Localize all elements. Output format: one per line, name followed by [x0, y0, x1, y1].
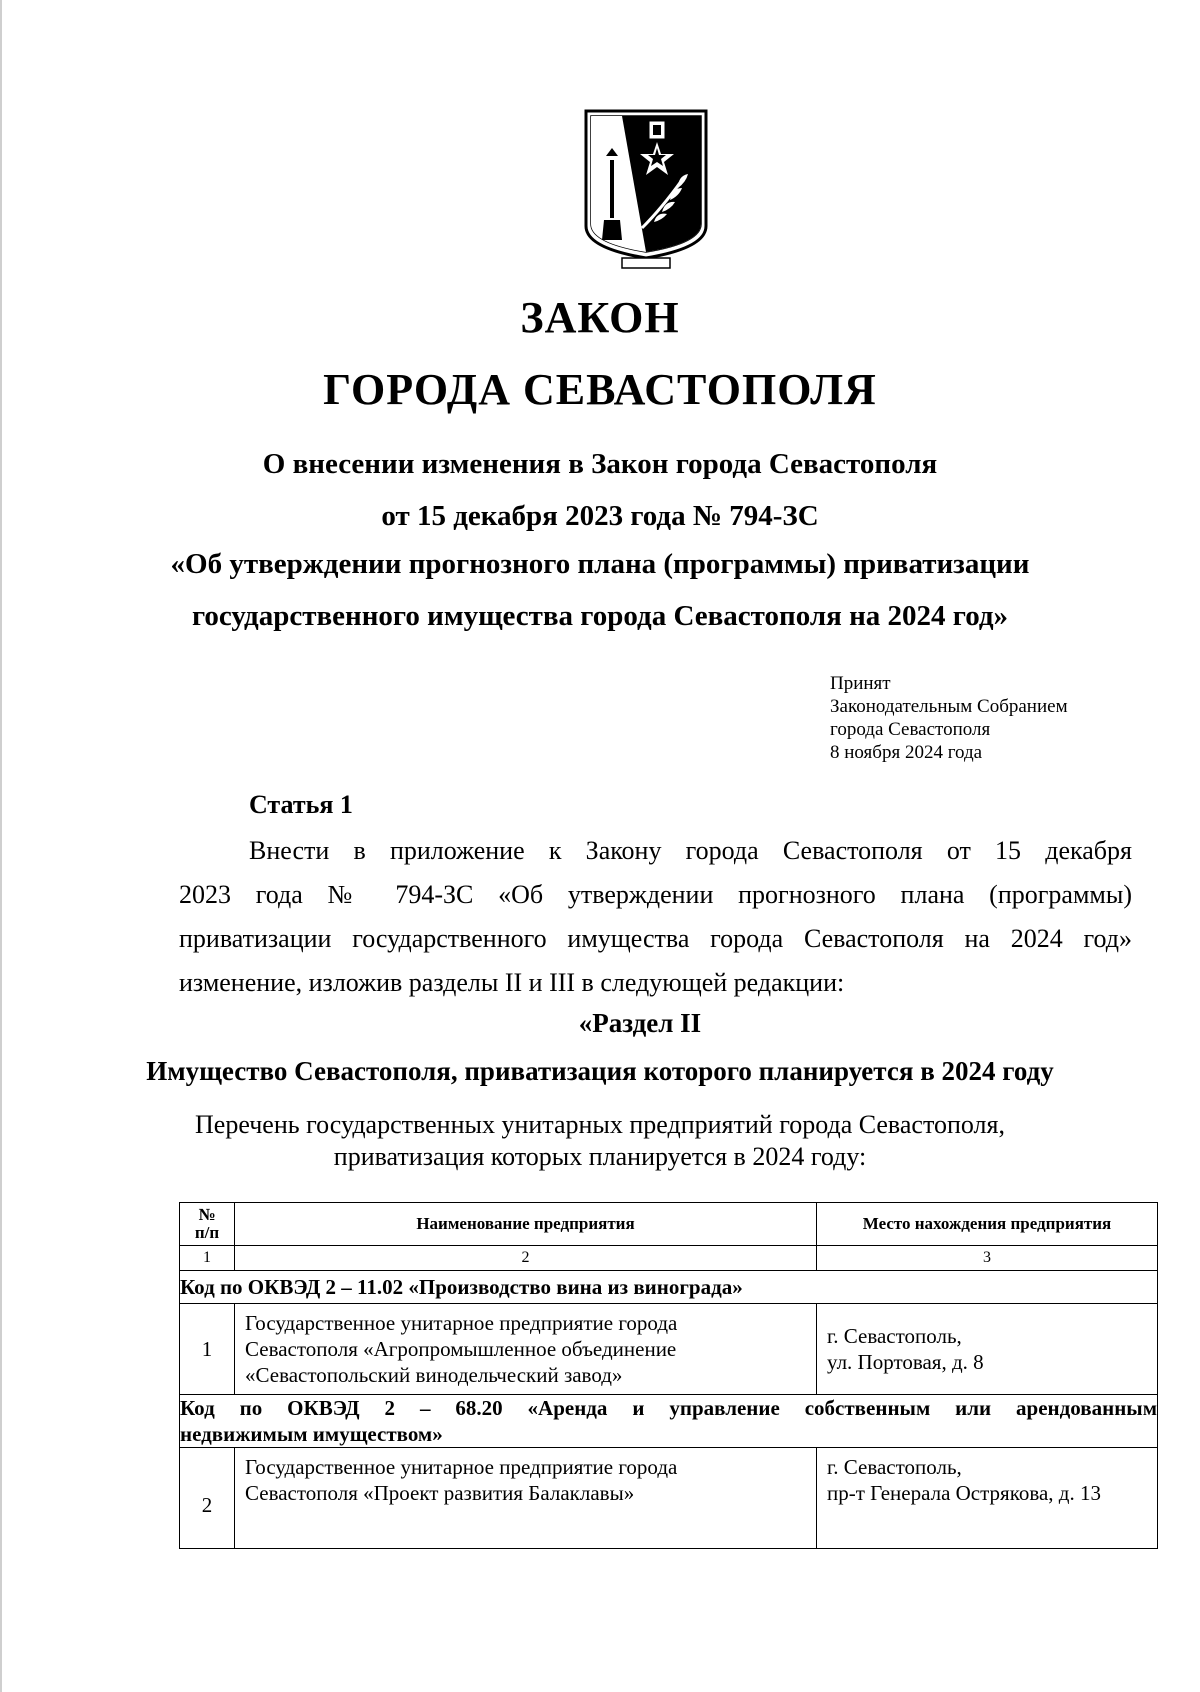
index-cell: 3: [817, 1246, 1158, 1271]
enterprise-name: [235, 1304, 817, 1395]
adoption-note: [830, 672, 1068, 764]
name-line: «Севастопольский винодельческий завод»: [245, 1363, 623, 1387]
table-row: [180, 1448, 1158, 1549]
column-header-name: Наименование предприятия: [235, 1203, 817, 1246]
law-subtitle-line-3: «Об утверждении прогнозного плана (программы) приватизации: [170, 548, 1030, 580]
okved-code: Код по ОКВЭД 2 – 11.02 «Производство вина из винограда»: [180, 1271, 1158, 1304]
adoption-line: города Севастополя: [830, 719, 991, 740]
sevastopol-coat-of-arms-icon: [582, 108, 710, 270]
law-subtitle-line-1: О внесении изменения в Закон города Севастополя: [262, 448, 938, 480]
law-title: ЗАКОН: [520, 293, 680, 342]
article-heading: Статья 1: [249, 790, 353, 819]
list-title-line-2: приватизация которых планируется в 2024 году:: [333, 1142, 867, 1171]
section-title: «Раздел II: [578, 1008, 702, 1038]
adoption-line: Законодательным Собранием: [830, 696, 1068, 717]
name-line: Государственное унитарное предприятие города: [245, 1311, 678, 1335]
okved-group-row: [180, 1395, 1158, 1448]
table-index-row: [180, 1246, 1158, 1271]
paragraph-line: приватизации государственного имущества города Севастополя на 2024 год»: [179, 924, 1132, 953]
list-title-line-1: Перечень государственных унитарных предприятий города Севастополя,: [195, 1110, 1005, 1139]
address-line: г. Севастополь,: [827, 1455, 962, 1479]
column-header-location: Место нахождения предприятия: [817, 1203, 1158, 1246]
name-line: Севастополя «Проект развития Балаклавы»: [245, 1481, 635, 1505]
row-number: 2: [180, 1448, 235, 1549]
section-name: Имущество Севастополя, приватизация которого планируется в 2024 году: [146, 1056, 1054, 1086]
table-header-row: [180, 1203, 1158, 1246]
okved-group-row: [180, 1271, 1158, 1304]
scan-edge: [0, 0, 2, 1692]
enterprise-location: [817, 1304, 1158, 1395]
enterprise-location: [817, 1448, 1158, 1549]
paragraph-line: изменение, изложив разделы II и III в следующей редакции:: [179, 968, 845, 997]
header-num-abbr: п/п: [194, 1223, 220, 1242]
name-line: Государственное унитарное предприятие города: [245, 1455, 678, 1479]
okved-code-line: недвижимым имуществом»: [180, 1422, 443, 1446]
adoption-date: 8 ноября 2024 года: [830, 742, 983, 763]
enterprises-table: [179, 1202, 1158, 1549]
law-subtitle-line-4: государственного имущества города Севастополя на 2024 год»: [191, 600, 1009, 632]
okved-code-line: Код по ОКВЭД 2 – 68.20 «Аренда и управление собственным или арендованным: [180, 1396, 1157, 1420]
enterprise-name: [235, 1448, 817, 1549]
law-subtitle-line-2: от 15 декабря 2023 года № 794-ЗС: [381, 500, 819, 532]
index-cell: 2: [235, 1246, 817, 1271]
header-num-symbol: №: [198, 1205, 216, 1224]
table-row: [180, 1304, 1158, 1395]
index-cell: 1: [180, 1246, 235, 1271]
name-line: Севастополя «Агропромышленное объединение: [245, 1337, 677, 1361]
row-number: 1: [180, 1304, 235, 1395]
address-line: ул. Портовая, д. 8: [827, 1350, 984, 1374]
address-line: г. Севастополь,: [827, 1324, 962, 1348]
paragraph-line: 2023 года № 794-ЗС «Об утверждении прогнозного плана (программы): [179, 880, 1132, 909]
law-title-city: ГОРОДА СЕВАСТОПОЛЯ: [323, 365, 877, 414]
adoption-line: Принят: [830, 673, 891, 694]
address-line: пр-т Генерала Острякова, д. 13: [827, 1481, 1101, 1505]
column-header-number: [180, 1203, 235, 1246]
okved-code: [180, 1395, 1158, 1448]
paragraph-line: Внести в приложение к Закону города Севастополя от 15 декабря: [249, 836, 1132, 865]
